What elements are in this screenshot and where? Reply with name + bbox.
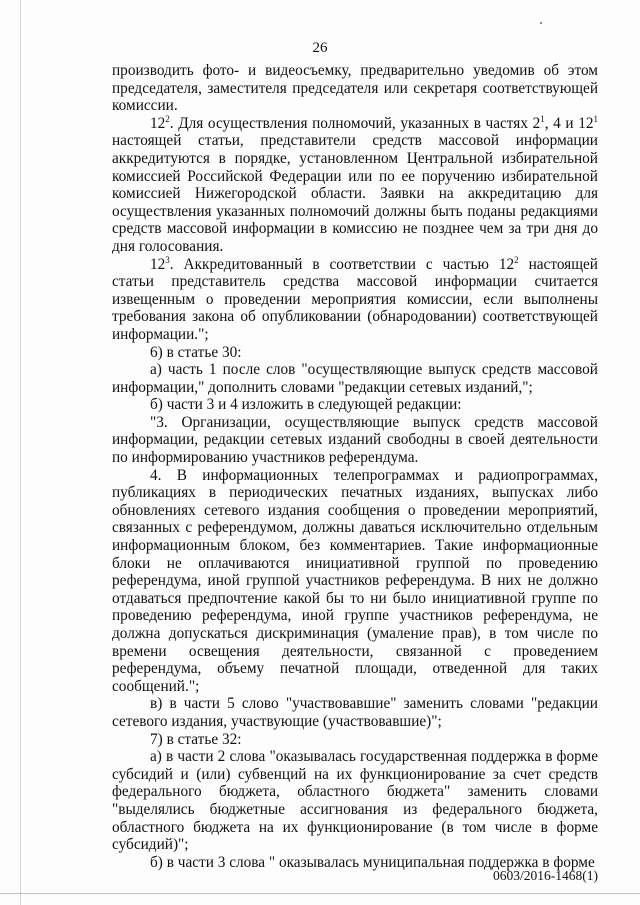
document-body (112, 62, 598, 871)
paragraph: "3. Организации, осуществляющие выпуск средств массовой информации, редакции сетевых изданий свободны в своей деятельности по информированию участников референдума. (112, 413, 598, 467)
paragraph: $12^2$. Для осуществления полномочий, указанных в частях $2^1$, 4 и $12^1$ настоящей статьи, представители средств массовой информации аккредитуются в порядке, установленном Центральной избирательной комиссией Российской Федерации или по ее поручению избирательной комиссией Нижегородской области. Заявки на аккредитацию для осуществления указанных полномочий должны быть поданы редакциями средств массовой информации в комиссию не позднее чем за три дня до дня голосования. (112, 113, 598, 255)
paragraph: производить фото- и видеосъемку, предварительно уведомив об этом председателя, заместителя председателя или секретаря соответствующей комиссии. (112, 62, 598, 115)
paragraph: 6) в статье 30: (150, 343, 242, 361)
scan-edge-line (20, 0, 21, 905)
paragraph: 4. В информационных телепрограммах и радиопрограммах, публикациях в периодических печатных изданиях, выпусках либо обновлениях сетевого издания сообщения о проведении мероприятий, связанных с референдумом, должны даваться исключительно отдельным информационным блоком, без комментариев. Такие информационные блоки не оплачиваются инициативной группой по проведению референдума, иной группой участников референдума. В них не должно отдаваться предпочтение какой бы то ни было инициативной группе по проведению референдума, иной группе участников референдума, не должна допускаться дискриминация (умаление прав), в том числе по времени освещения деятельности, связанной с проведением референдума, объему печатной площади, отведенной для таких сообщений."; (112, 466, 598, 695)
paragraph: $12^3$. Аккредитованный в соответствии с частью $12^2$ настоящей статьи представитель средства массовой информации считается извещенным о проведении мероприятия комиссии, если выполнены требования закона об опубликовании (обнародовании) соответствующей информации."; (112, 254, 598, 343)
page-number: 26 (312, 40, 328, 56)
paragraph: а) в части 2 слова "оказывалась государственная поддержка в форме субсидий и (или) субвенций на их функционирование за счет средств федерального бюджета, областного бюджета" заменить словами "выделялись бюджетные ассигнования из федерального бюджета, областного бюджета на их функционирование (в том числе в форме субсидий)"; (112, 748, 598, 854)
scan-speck (540, 22, 542, 24)
paragraph: а) часть 1 после слов "осуществляющие выпуск средств массовой информации," дополнить словами "редакции сетевых изданий,"; (112, 361, 598, 396)
paragraph: б) части 3 и 4 изложить в следующей редакции: (150, 396, 462, 414)
paragraph: 7) в статье 32: (150, 730, 242, 748)
paragraph: б) в части 3 слова " оказывалась муниципальная поддержка в форме (150, 853, 595, 871)
paragraph: в) в части 5 слово "участвовавшие" заменить словами "редакции сетевого издания, участвующие (участвовавшие)"; (112, 695, 598, 730)
scan-bottom-line (0, 893, 640, 894)
document-code: 0603/2016-1468(1) (493, 868, 598, 883)
